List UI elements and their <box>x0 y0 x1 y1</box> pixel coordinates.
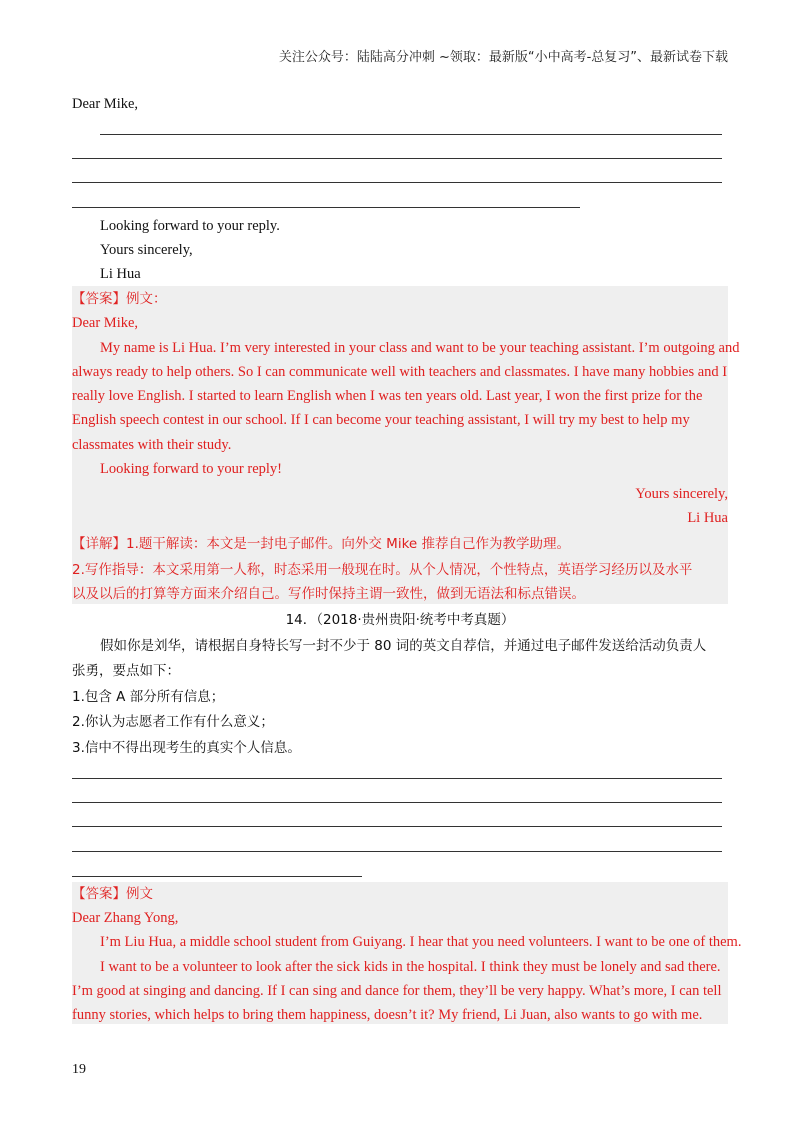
writing-line <box>72 207 580 208</box>
detail-line: 以及以后的打算等方面来介绍自己。写作时保持主谓一致性，做到无语法和标点错误。 <box>72 586 585 602</box>
page-number: 19 <box>72 1062 86 1077</box>
page-header: 关注公众号：陆陆高分冲刺 ~领取：最新版“小中高考-总复习”、最新试卷下载 <box>278 50 728 65</box>
question-point: 3.信中不得出现考生的真实个人信息。 <box>72 740 301 756</box>
answer-label: 【答案】例文： <box>72 291 167 307</box>
writing-line <box>72 851 722 852</box>
letter-closing: Looking forward to your reply. <box>100 218 280 234</box>
answer-greeting: Dear Mike, <box>72 315 139 331</box>
answer-closing: Looking forward to your reply! <box>100 461 283 477</box>
writing-line <box>72 158 722 159</box>
answer-body-line: really love English. I started to learn English when I was ten years old. Last year, I won the first prize for the <box>72 388 703 404</box>
answer-sign: Li Hua <box>687 510 728 526</box>
question-point: 2.你认为志愿者工作有什么意义； <box>72 714 274 730</box>
writing-line <box>72 876 362 877</box>
answer-block <box>72 882 728 1024</box>
writing-line <box>72 778 722 779</box>
question-text: 张勇，要点如下： <box>72 663 180 679</box>
writing-line <box>72 826 722 827</box>
answer-body-line: I want to be a volunteer to look after the sick kids in the hospital. I think they must be lonely and sad there. <box>100 959 721 975</box>
letter-closing: Yours sincerely, <box>100 242 193 258</box>
question-title: 14．（2018·贵州贵阳·统考中考真题） <box>285 612 515 628</box>
answer-body-line: classmates with their study. <box>72 437 232 453</box>
answer-body-line: English speech contest in our school. If I can become your teaching assistant, I will try my best to help my <box>72 412 690 428</box>
letter-signature: Li Hua <box>100 266 141 282</box>
answer-body-line: My name is Li Hua. I’m very interested in your class and want to be your teaching assistant. I’m outgoing and <box>100 340 740 356</box>
writing-line <box>72 182 722 183</box>
detail-line: 【详解】1.题干解读：本文是一封电子邮件。向外交 Mike 推荐自己作为教学助理。 <box>72 536 571 552</box>
detail-line: 2.写作指导：本文采用第一人称，时态采用一般现在时。从个人情况，个性特点，英语学习经历以及水平 <box>72 562 693 578</box>
answer-label: 【答案】例文 <box>72 886 153 902</box>
answer-body-line: I’m good at singing and dancing. If I can sing and dance for them, they’ll be very happy. What’s more, I can tell <box>72 983 722 999</box>
question-point: 1.包含 A 部分所有信息； <box>72 689 225 705</box>
writing-line <box>72 802 722 803</box>
question-text: 假如你是刘华，请根据自身特长写一封不少于 80 词的英文自荐信，并通过电子邮件发送给活动负责人 <box>100 638 707 654</box>
answer-body-line: I’m Liu Hua, a middle school student from Guiyang. I hear that you need volunteers. I want to be one of them. <box>100 934 742 950</box>
answer-body-line: funny stories, which helps to bring them happiness, doesn’t it? My friend, Li Juan, also wants to go with me. <box>72 1007 703 1023</box>
answer-greeting: Dear Zhang Yong, <box>72 910 179 926</box>
writing-line <box>100 134 722 135</box>
answer-sign: Yours sincerely, <box>635 486 728 502</box>
answer-body-line: always ready to help others. So I can communicate well with teachers and classmates. I have many hobbies and I <box>72 364 728 380</box>
letter-greeting: Dear Mike, <box>72 96 139 112</box>
